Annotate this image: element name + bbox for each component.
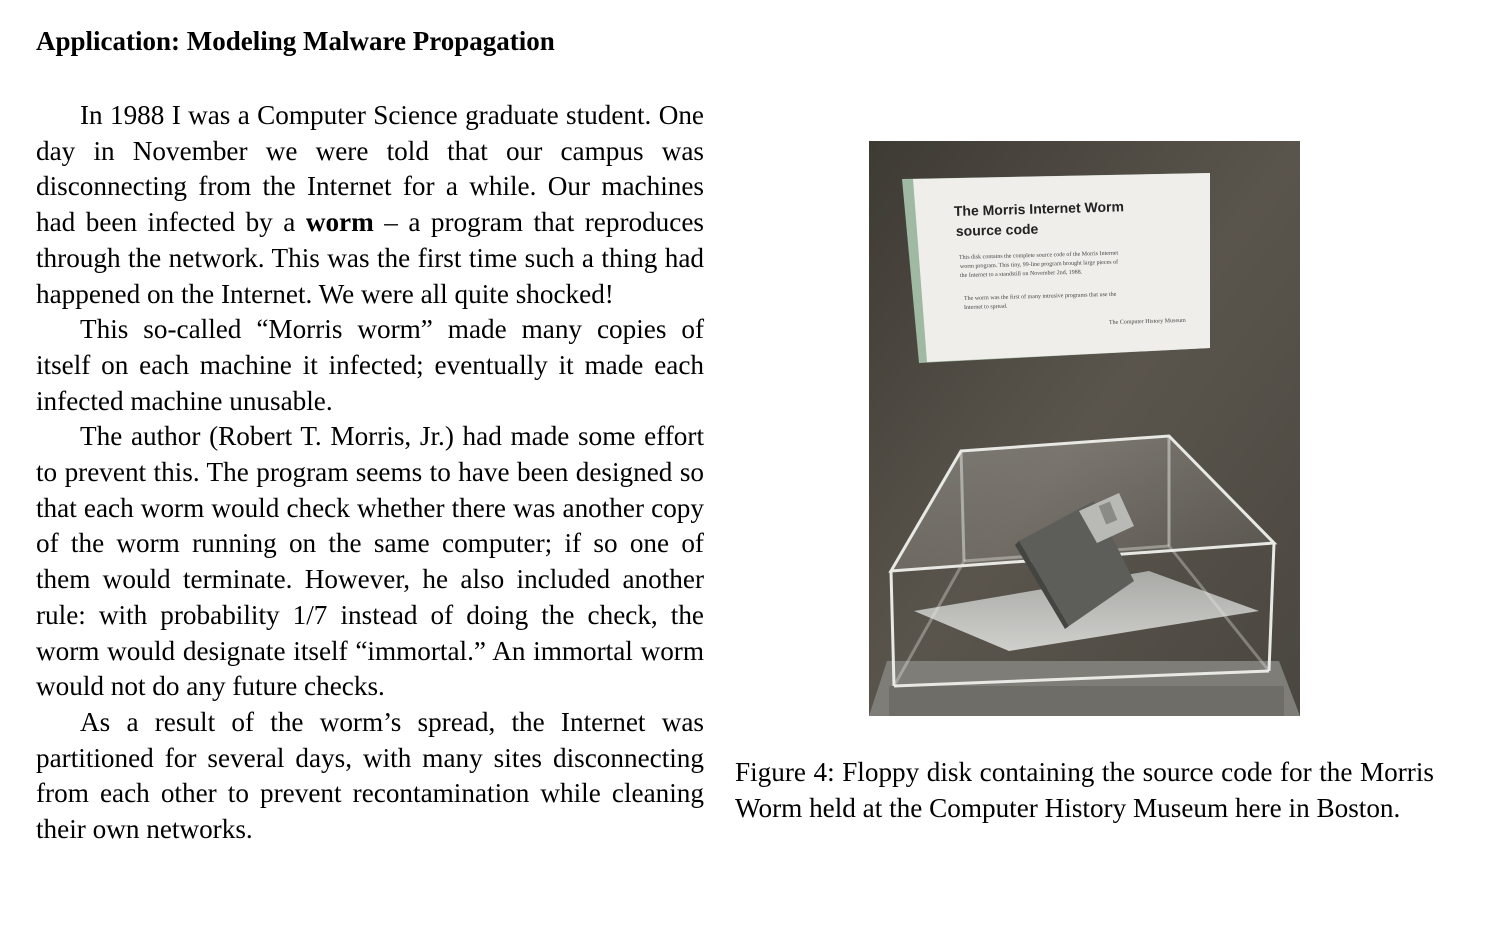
sign-credit: The Computer History Museum xyxy=(1108,317,1186,326)
paragraph-1 xyxy=(36,98,704,312)
paragraph-1-text-b: – a program that reproduces through the network. This was the first time such a thing had happened on the Internet. We were all quite shocked! xyxy=(36,207,704,309)
paragraph-3: The author (Robert T. Morris, Jr.) had made some effort to prevent this. The program seems to have been designed so that each worm would check whether there was another copy of the worm running on the same computer; if so one of them would terminate. However, he also included another rule: with probability 1/7 instead of doing the check, the worm would designate itself “immortal.” An immortal worm would not do any future checks. xyxy=(36,421,704,702)
paragraph-2: This so-called “Morris worm” made many copies of itself on each machine it infected; eventually it made each infected machine unusable. xyxy=(36,314,704,416)
sign-title-line-2: source code xyxy=(955,220,1039,239)
museum-display-illustration xyxy=(869,141,1300,716)
sign-body-line-4: The worm was the first of many intrusive programs that use the xyxy=(963,291,1117,302)
body-text-column xyxy=(36,98,704,848)
sign-title-line-1: The Morris Internet Worm xyxy=(953,198,1125,219)
sign-body-line-2: worm program. This tiny, 99-line program brought large pieces of xyxy=(959,259,1119,270)
paragraph-4: As a result of the worm’s spread, the Internet was partitioned for several days, with many sites disconnecting from each other to prevent recontamination while cleaning their own networks. xyxy=(36,706,704,845)
sign-body-line-5: Internet to spread. xyxy=(963,303,1008,311)
paragraph-1-text-a: In 1988 I was a Computer Science graduate student. One day in November we were told that our campus was disconnecting from the Internet for a while. Our machines had been infected by a xyxy=(36,100,704,238)
paragraph-1-bold-term: worm xyxy=(305,207,374,238)
sign-body-line-1: This disk contains the complete source code of the Morris Internet xyxy=(958,250,1119,261)
figure-photo xyxy=(869,141,1300,716)
museum-sign xyxy=(902,173,1210,363)
sign-body-line-3: the Internet to a standstill on November 2nd, 1988. xyxy=(959,269,1083,279)
section-heading: Application: Modeling Malware Propagation xyxy=(36,26,555,56)
figure-caption: Figure 4: Floppy disk containing the source code for the Morris Worm held at the Computer History Museum here in Boston. xyxy=(735,757,1434,823)
